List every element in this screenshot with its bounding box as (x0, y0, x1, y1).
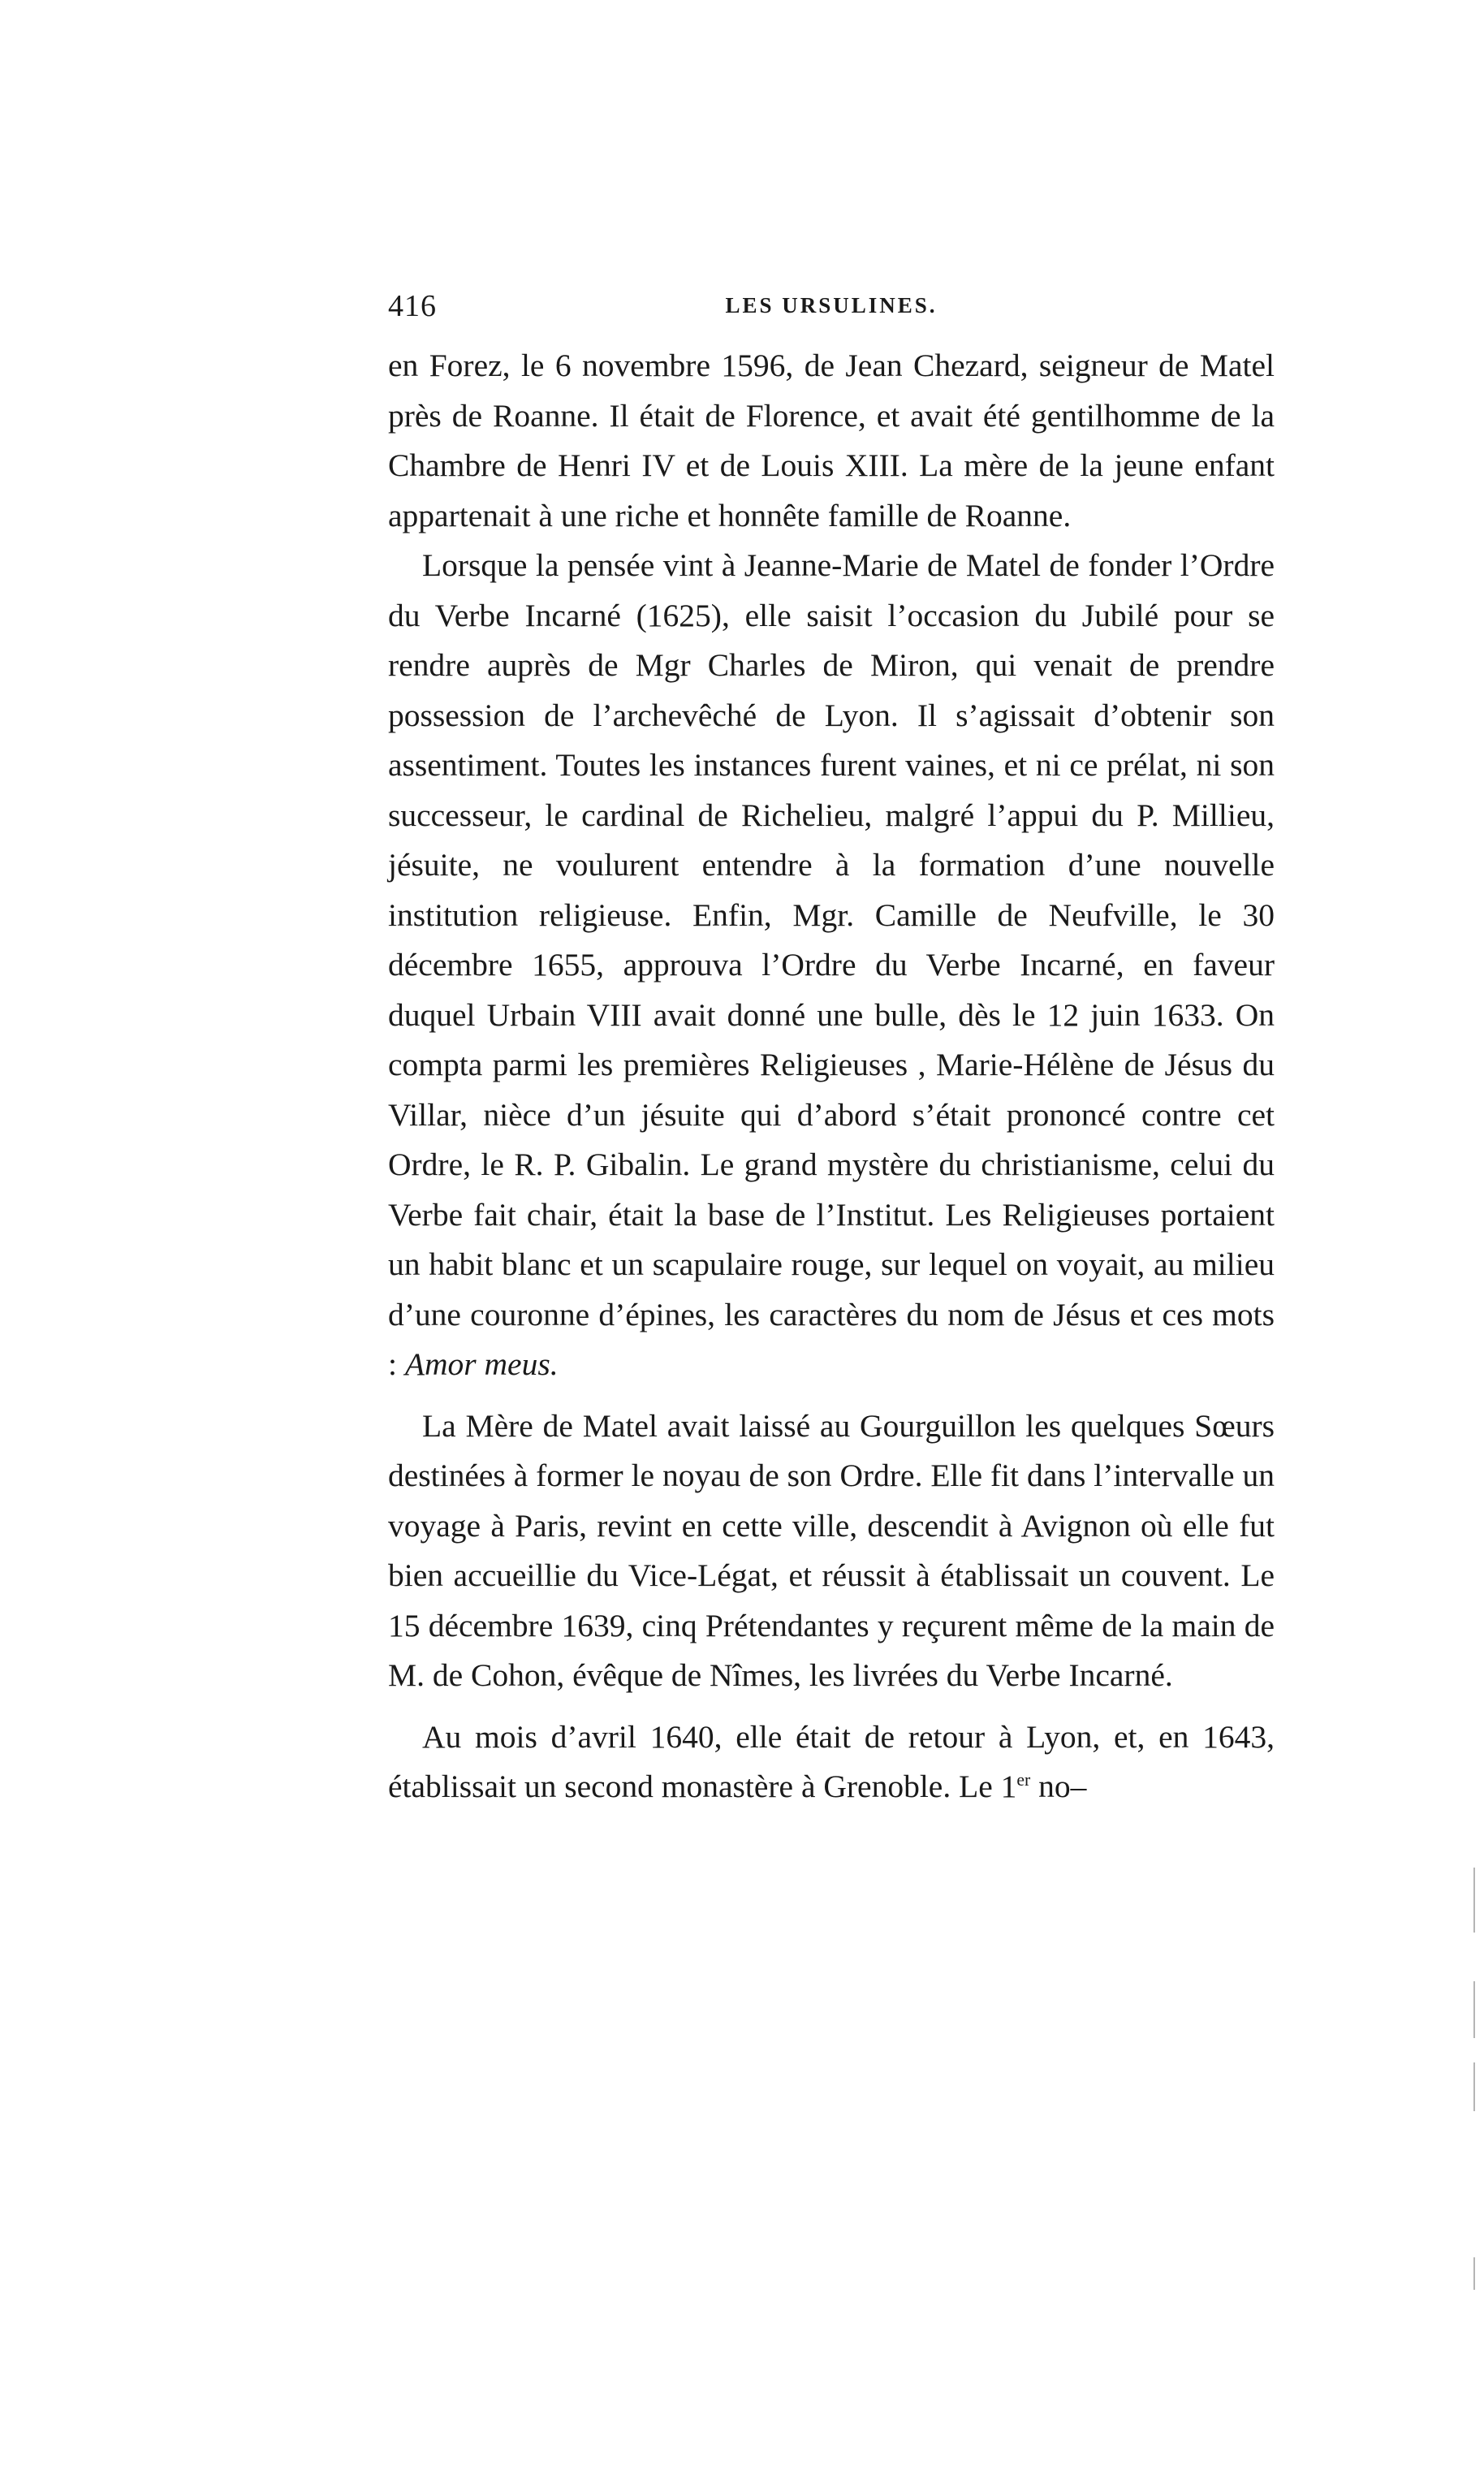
paragraph-text: en Forez, le 6 novembre 1596, de Jean Chezard, seigneur de Matel près de Roanne. Il était de Florence, et avait été gentilhomme de la Chambre de Henri IV et de Louis XIII. La mère de la jeune enfant appartenait à une riche et honnête famille de Roanne. (388, 348, 1275, 533)
scan-edge-mark (1473, 2062, 1475, 2111)
body-text (388, 341, 1275, 1812)
paragraph-order-founding (388, 541, 1275, 1390)
paragraph-text: Au mois d’avril 1640, elle était de retour à Lyon, et, en 1643, établissait un second monastère à Grenoble. Le 1 (388, 1718, 1275, 1804)
italic-motto: Amor meus. (404, 1346, 559, 1382)
scan-edge-mark (1473, 1868, 1475, 1933)
superscript-ordinal: er (1016, 1769, 1031, 1790)
scan-edge-mark (1473, 1981, 1475, 2038)
paragraph-continuation (388, 341, 1275, 541)
paragraph-text: Lorsque la pensée vint à Jeanne-Marie de Matel de fonder l’Ordre du Verbe Incarné (1625), elle saisit l’occasion du Jubilé pour se rendre auprès de Mgr Charles de Miron, qui venait de prendre possession de l’archevêché de Lyon. Il s’agissait d’obtenir son assentiment. Toutes les instances furent vaines, et ni ce prélat, ni son successeur, le cardinal de Richelieu, malgré l’appui du P. Millieu, jésuite, ne voulurent entendre à la formation d’une nouvelle institution religieuse. Enfin, Mgr. Camille de Neufville, le 30 décembre 1655, approuva l’Ordre du Verbe Incarné, en faveur duquel Urbain VIII avait donné une bulle, dès le 12 juin 1633. On compta parmi les premières Religieuses , Marie-Hélène de Jésus du Villar, nièce d’un jésuite qui d’abord s’était prononcé contre cet Ordre, le R. P. Gibalin. Le grand mystère du christianisme, celui du Verbe fait chair, était la base de l’Institut. Les Religieuses portaient un habit blanc et un scapulaire rouge, sur lequel on voyait, au milieu d’une couronne d’épines, les caractères du nom de Jésus et ces mots : (388, 547, 1275, 1382)
paragraph-tail: no– (1030, 1769, 1087, 1804)
scan-edge-mark (1473, 2257, 1475, 2290)
paragraph-avignon (388, 1401, 1275, 1701)
paragraph-grenoble (388, 1712, 1275, 1812)
page-header (388, 288, 1275, 329)
running-title: LES URSULINES. (725, 293, 938, 317)
page-number: 416 (388, 289, 437, 323)
paragraph-text: La Mère de Matel avait laissé au Gourguillon les quelques Sœurs destinées à former le noyau de son Ordre. Elle fit dans l’intervalle un voyage à Paris, revint en cette ville, descendit à Avignon où elle fut bien accueillie du Vice-Légat, et réussit à établissait un couvent. Le 15 décembre 1639, cinq Prétendantes y reçurent même de la main de M. de Cohon, évêque de Nîmes, les livrées du Verbe Incarné. (388, 1407, 1275, 1693)
